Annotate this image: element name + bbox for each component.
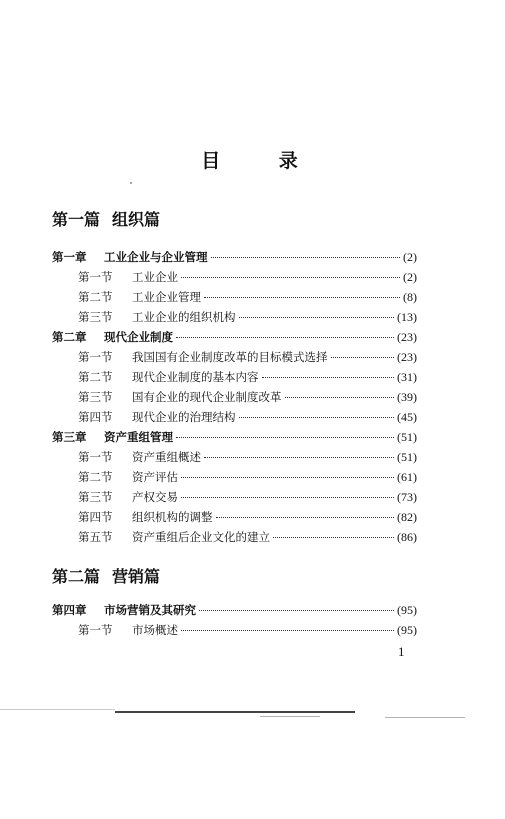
toc-entry-label [78, 507, 213, 527]
dot-leader [204, 447, 394, 458]
toc-entry-title: 我国国有企业制度改革的目标模式选择 [132, 350, 328, 364]
part-heading-1 [52, 207, 160, 230]
toc-page-number: (8) [403, 290, 417, 304]
toc-entry-label [78, 307, 236, 327]
toc-entry-label [52, 600, 196, 620]
toc-chapter-row [52, 600, 417, 620]
toc-entry-title: 组织机构的调整 [132, 510, 213, 524]
toc-entry-number: 第一节 [78, 623, 113, 637]
dot-leader [181, 487, 394, 498]
toc-section-row [52, 447, 417, 467]
toc-page-number: (61) [397, 470, 417, 484]
toc-entry-title: 工业企业的组织机构 [132, 310, 236, 324]
toc-entry-number: 第一章 [52, 250, 87, 264]
dot-leader [181, 267, 400, 278]
dot-leader [262, 367, 395, 378]
toc-page-number: (86) [397, 530, 417, 544]
toc-entry-number: 第四节 [78, 510, 113, 524]
scan-line [260, 716, 320, 717]
toc-entry-number: 第一节 [78, 450, 113, 464]
toc-section-row [52, 620, 417, 640]
toc-section-row [52, 407, 417, 427]
toc-page-number: (31) [397, 370, 417, 384]
toc-entry-number: 第三节 [78, 310, 113, 324]
toc-entry-label [52, 427, 173, 447]
toc-section-row [52, 467, 417, 487]
toc-section-row [52, 307, 417, 327]
toc-entry-number: 第四节 [78, 410, 113, 424]
toc-page-number: (73) [397, 490, 417, 504]
toc-page-number: (23) [397, 330, 417, 344]
toc-section-row [52, 367, 417, 387]
toc-page-number: (2) [403, 250, 417, 264]
toc-entry-number: 第三节 [78, 390, 113, 404]
toc-entry-title: 市场概述 [132, 623, 178, 637]
toc-section-row [52, 267, 417, 287]
scan-line [385, 717, 465, 718]
toc-entry-label [52, 247, 208, 267]
toc-entry-title: 现代企业制度的基本内容 [132, 370, 259, 384]
toc-entry-title: 现代企业的治理结构 [132, 410, 236, 424]
toc-entry-title: 现代企业制度 [104, 330, 173, 344]
toc-page-number: (45) [397, 410, 417, 424]
dot-leader [285, 387, 395, 398]
toc-page-number: (95) [397, 623, 417, 637]
toc-entry-title: 工业企业 [132, 270, 178, 284]
toc-section-1 [52, 247, 417, 547]
toc-entry-number: 第一节 [78, 270, 113, 284]
toc-entry-number: 第二节 [78, 370, 113, 384]
toc-entry-label [78, 387, 282, 407]
toc-page-number: (95) [397, 603, 417, 617]
toc-section-row [52, 387, 417, 407]
toc-entry-label [78, 620, 178, 640]
dot-leader [204, 287, 400, 298]
page-title: 目 录 [201, 150, 324, 172]
toc-page-number: (39) [397, 390, 417, 404]
part-heading-2 [52, 564, 160, 587]
toc-entry-title: 资产重组后企业文化的建立 [132, 530, 270, 544]
toc-entry-number: 第二节 [78, 290, 113, 304]
dot-leader [181, 467, 394, 478]
toc-entry-label [78, 407, 236, 427]
toc-entry-label [78, 267, 178, 287]
toc-entry-title: 市场营销及其研究 [104, 603, 196, 617]
toc-section-row [52, 507, 417, 527]
toc-entry-number: 第四章 [52, 603, 87, 617]
toc-entry-label [78, 527, 270, 547]
toc-entry-title: 国有企业的现代企业制度改革 [132, 390, 282, 404]
toc-entry-number: 第三节 [78, 490, 113, 504]
toc-page-number: (13) [397, 310, 417, 324]
page-number: 1 [398, 644, 405, 659]
dot-leader [199, 600, 394, 611]
toc-entry-title: 资产重组管理 [104, 430, 173, 444]
toc-entry-label [78, 487, 178, 507]
dot-leader [216, 507, 395, 518]
toc-page-number: (2) [403, 270, 417, 284]
toc-entry-number: 第三章 [52, 430, 87, 444]
toc-page-number: (82) [397, 510, 417, 524]
toc-entry-label [78, 367, 259, 387]
toc-entry-number: 第一节 [78, 350, 113, 364]
dot-leader [239, 407, 395, 418]
toc-chapter-row [52, 247, 417, 267]
toc-section-2 [52, 600, 417, 640]
dot-leader [176, 427, 394, 438]
toc-entry-title: 工业企业管理 [132, 290, 201, 304]
dot-leader [176, 327, 394, 338]
toc-entry-title: 工业企业与企业管理 [104, 250, 208, 264]
dot-leader [273, 527, 394, 538]
toc-entry-number: 第五节 [78, 530, 113, 544]
part-name: 组织篇 [112, 210, 161, 229]
toc-chapter-row [52, 327, 417, 347]
toc-entry-number: 第二章 [52, 330, 87, 344]
toc-entry-label [52, 327, 173, 347]
toc-entry-label [78, 287, 201, 307]
toc-entry-title: 资产评估 [132, 470, 178, 484]
toc-entry-number: 第二节 [78, 470, 113, 484]
toc-section-row [52, 287, 417, 307]
scan-line [0, 709, 115, 710]
toc-entry-title: 产权交易 [132, 490, 178, 504]
part-name: 营销篇 [112, 567, 161, 586]
toc-section-row [52, 527, 417, 547]
toc-page-number: (51) [397, 430, 417, 444]
toc-page-number: (23) [397, 350, 417, 364]
toc-entry-label [78, 447, 201, 467]
toc-section-row [52, 487, 417, 507]
scan-speck [130, 182, 132, 184]
toc-chapter-row [52, 427, 417, 447]
dot-leader [239, 307, 395, 318]
scan-line [115, 711, 355, 713]
toc-entry-title: 资产重组概述 [132, 450, 201, 464]
toc-entry-label [78, 347, 328, 367]
part-number: 第二篇 [52, 567, 101, 586]
dot-leader [331, 347, 395, 358]
dot-leader [181, 620, 394, 631]
toc-entry-label [78, 467, 178, 487]
part-number: 第一篇 [52, 210, 101, 229]
toc-page-number: (51) [397, 450, 417, 464]
toc-section-row [52, 347, 417, 367]
dot-leader [211, 247, 401, 258]
